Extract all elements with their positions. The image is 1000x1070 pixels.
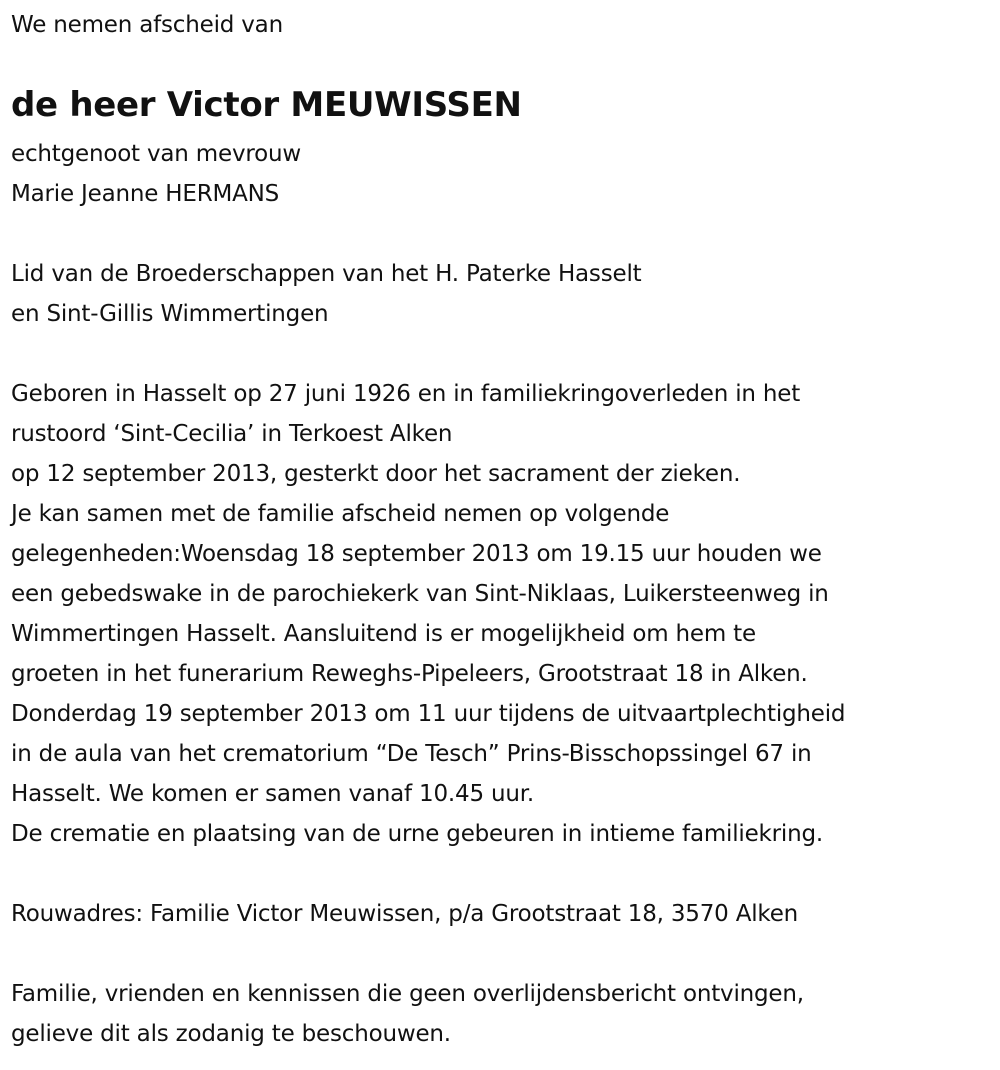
- spouse-name: Marie Jeanne HERMANS: [11, 181, 280, 207]
- body-line: Je kan samen met de familie afscheid nemen op volgende: [11, 501, 670, 527]
- body-paragraph: [11, 374, 845, 854]
- spouse-block: [11, 134, 301, 214]
- membership-block: [11, 254, 641, 334]
- membership-line-1: Lid van de Broederschappen van het H. Paterke Hasselt: [11, 261, 642, 287]
- closing-line-1: Familie, vrienden en kennissen die geen overlijdensbericht ontvingen,: [11, 981, 804, 1007]
- body-line: een gebedswake in de parochiekerk van Sint-Niklaas, Luikersteenweg in: [11, 581, 829, 607]
- mourning-address: Rouwadres: Familie Victor Meuwissen, p/a Grootstraat 18, 3570 Alken: [11, 901, 799, 927]
- body-line: in de aula van het crematorium “De Tesch” Prins-Bisschopssingel 67 in: [11, 741, 812, 767]
- body-line: op 12 september 2013, gesterkt door het sacrament der zieken.: [11, 461, 741, 487]
- closing-line-2: gelieve dit als zodanig te beschouwen.: [11, 1021, 451, 1047]
- body-line: groeten in het funerarium Reweghs-Pipeleers, Grootstraat 18 in Alken.: [11, 661, 808, 687]
- intro-text: We nemen afscheid van: [11, 12, 283, 38]
- body-line: De crematie en plaatsing van de urne gebeuren in intieme familiekring.: [11, 821, 824, 847]
- spouse-line-1: echtgenoot van mevrouw: [11, 141, 301, 167]
- body-line: rustoord ‘Sint-Cecilia’ in Terkoest Alken: [11, 421, 453, 447]
- body-line: Donderdag 19 september 2013 om 11 uur tijdens de uitvaartplechtigheid: [11, 701, 846, 727]
- address-block: [11, 894, 798, 934]
- body-line: Hasselt. We komen er samen vanaf 10.45 uur.: [11, 781, 534, 807]
- body-line: Geboren in Hasselt op 27 juni 1926 en in familiekringoverleden in het: [11, 381, 801, 407]
- membership-line-2: en Sint-Gillis Wimmertingen: [11, 301, 329, 327]
- closing-block: [11, 974, 804, 1054]
- deceased-name: de heer Victor MEUWISSEN: [11, 85, 522, 125]
- body-line: gelegenheden:Woensdag 18 september 2013 om 19.15 uur houden we: [11, 541, 822, 567]
- body-line: Wimmertingen Hasselt. Aansluitend is er mogelijkheid om hem te: [11, 621, 756, 647]
